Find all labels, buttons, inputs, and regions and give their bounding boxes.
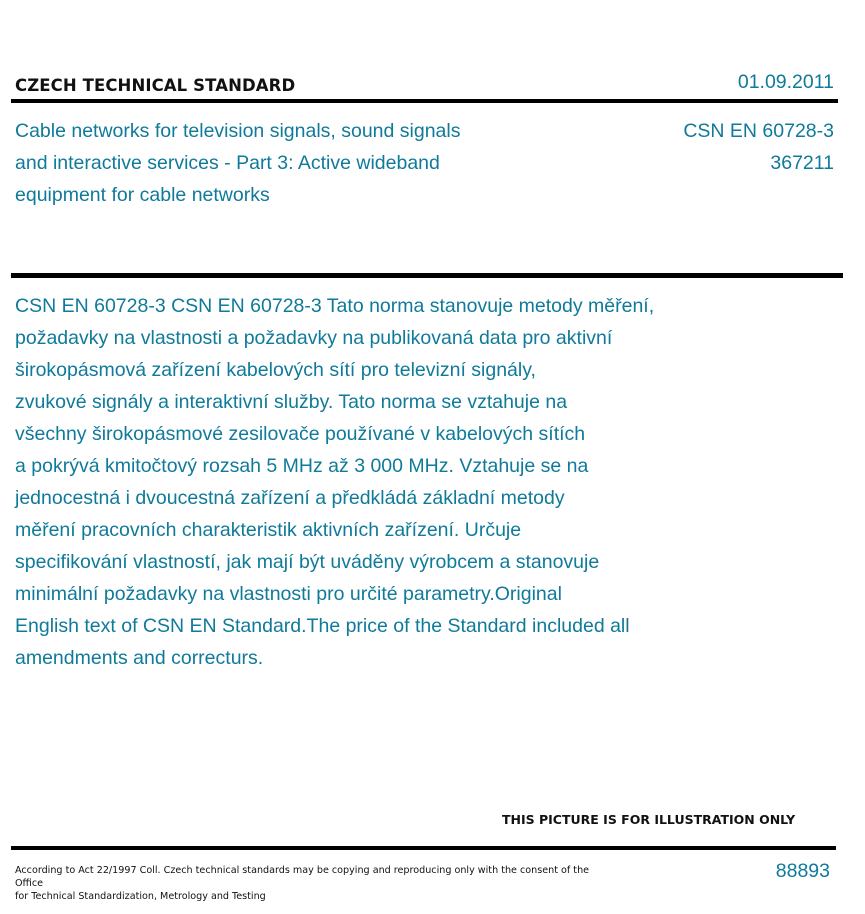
middle-divider: [11, 273, 843, 278]
publication-date: 01.09.2011: [737, 71, 834, 93]
standard-code: CSN EN 60728-3: [683, 120, 834, 142]
catalog-number: 367211: [770, 152, 834, 174]
footer-product-number: 88893: [775, 860, 830, 882]
legal-footer-note: According to Act 22/1997 Coll. Czech technical standards may be copying and reproducing only with the consent of the Office for Technical Standardization, Metrology and Testing: [15, 865, 590, 902]
top-divider: [11, 99, 838, 103]
bottom-divider: [11, 846, 836, 850]
illustration-disclaimer: THIS PICTURE IS FOR ILLUSTRATION ONLY: [502, 812, 796, 827]
document-identifiers: [683, 115, 834, 179]
standard-type-heading: CZECH TECHNICAL STANDARD: [15, 76, 296, 95]
document-title: Cable networks for television signals, sound signals and interactive services - Part 3: Active wideband equipment for cable networks: [15, 120, 461, 206]
abstract-text: CSN EN 60728-3 CSN EN 60728-3 Tato norma stanovuje metody měření, požadavky na vlastnosti a požadavky na publikovaná data pro aktivní širokopásmová zařízení kabelových sítí pro televizní signály, zvukové signály a interaktivní služby. Tato norma se vztahuje na všechny širokopásmové zesilovače používané v kabelových sítích a pokrývá kmitočtový rozsah 5 MHz až 3 000 MHz. Vztahuje se na jednocestná i dvoucestná zařízení a předkládá základní metody měření pracovních charakteristik aktivních zařízení. Určuje specifikování vlastností, jak mají být uváděny výrobcem a stanovuje minimální požadavky na vlastnosti pro určité parametry.Original English text of CSN EN Standard.The price of the Standard included all amendments and correcturs.: [15, 295, 655, 669]
